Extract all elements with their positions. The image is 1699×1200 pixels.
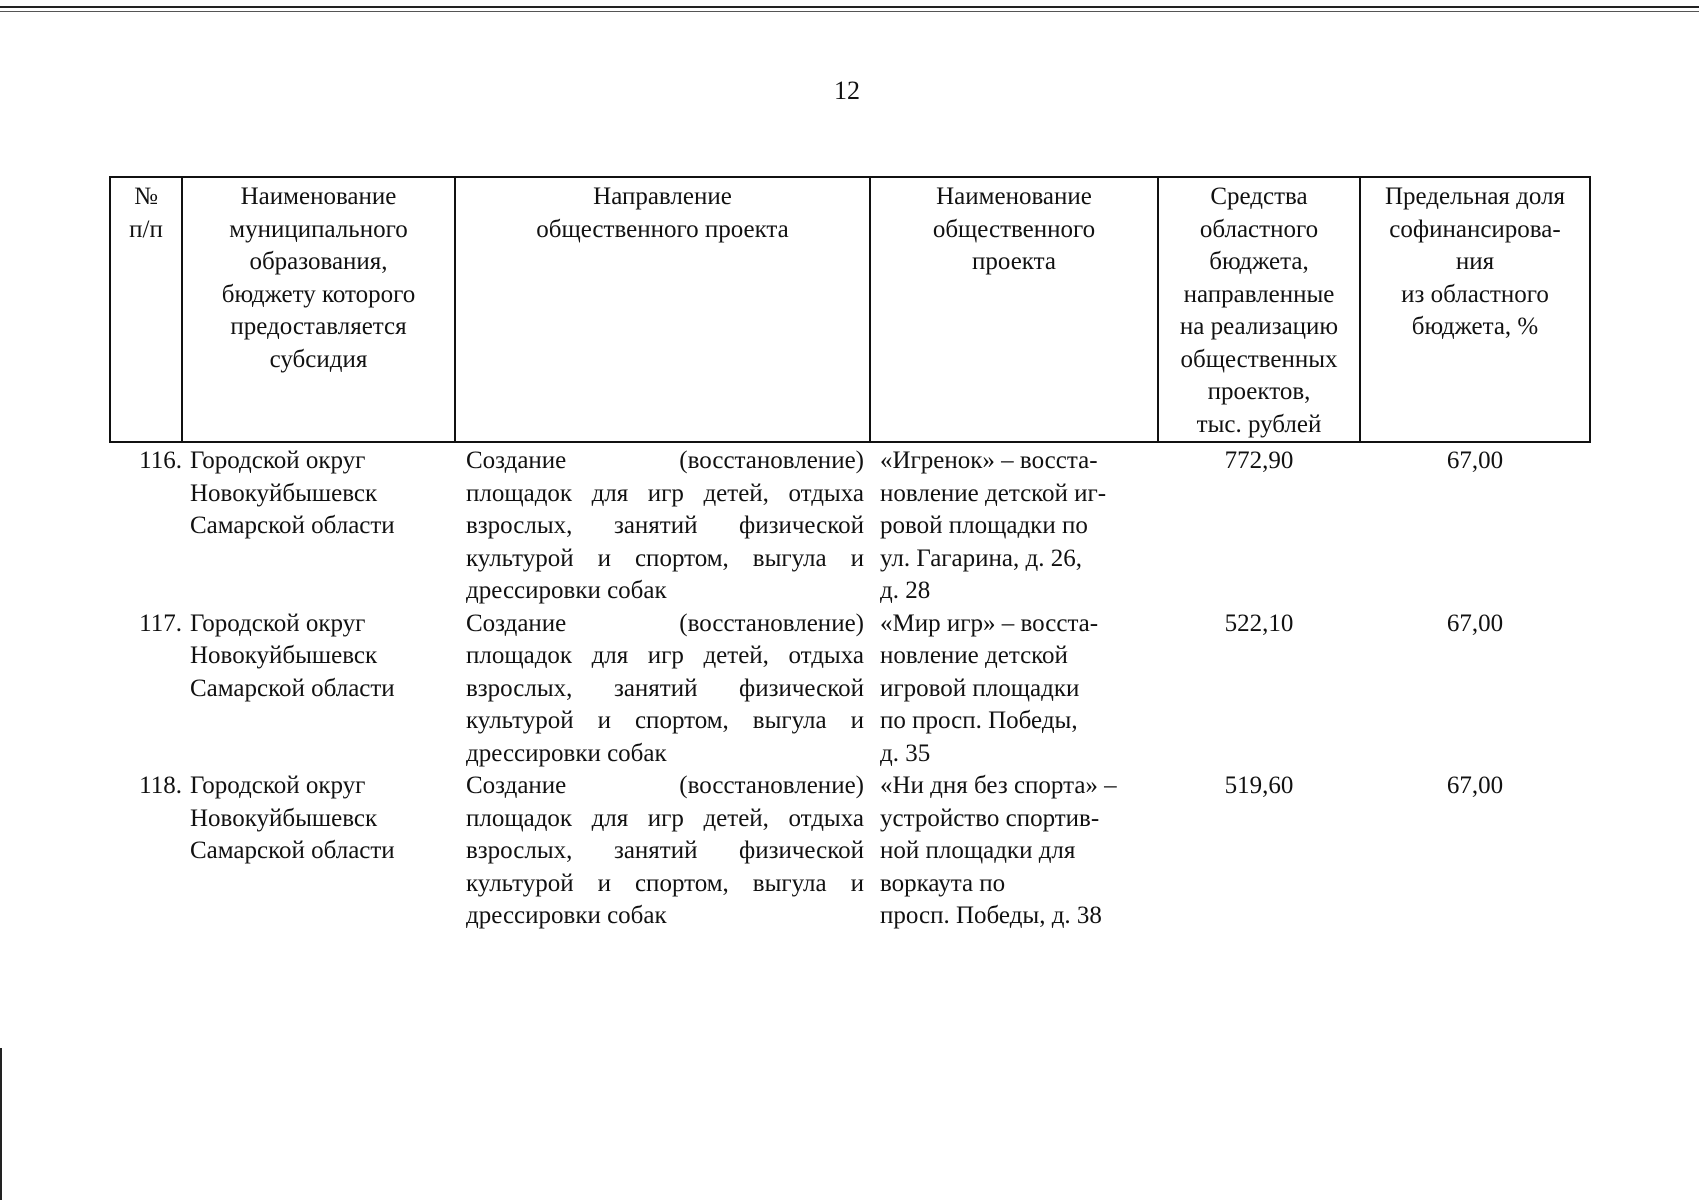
left-edge-line [0, 1048, 2, 1200]
table-header-row [110, 177, 1590, 442]
table-row [110, 442, 1590, 608]
header-municipality: Наименование муниципального образования, бюджету которого предоставляется субсидия [182, 177, 455, 442]
page-number: 12 [834, 76, 860, 105]
header-funds: Средства областного бюджета, направленные на реализацию общественных проектов, тыс. рублей [1158, 177, 1360, 442]
project-name-cell: «Ни дня без спорта» – устройство спортив- ной площадки для воркаута по просп. Победы, д. 38 [880, 772, 1117, 929]
row-number: 118. [139, 772, 182, 799]
funds-cell: 522,10 [1224, 609, 1294, 637]
direction-cell: Создание (восстановление) площадок для игр детей, отдыха взрослых, занятий физической культурой и спортом, выгула и дрессировки собак [466, 609, 864, 767]
share-cell: 67,00 [1446, 772, 1504, 799]
direction-cell: Создание (восстановление) площадок для игр детей, отдыха взрослых, занятий физической культурой и спортом, выгула и дрессировки собак [466, 772, 864, 929]
municipality-cell: Городской округ Новокуйбышевск Самарской области [190, 609, 395, 702]
header-direction: Направление общественного проекта [455, 177, 870, 442]
header-number: № п/п [110, 177, 182, 442]
funds-cell: 519,60 [1224, 772, 1294, 799]
row-number: 117. [139, 609, 182, 637]
share-cell: 67,00 [1446, 447, 1504, 474]
table-row [110, 770, 1590, 933]
direction-cell: Создание (восстановление) площадок для игр детей, отдыха взрослых, занятий физической культурой и спортом, выгула и дрессировки собак [466, 447, 864, 604]
funds-cell: 772,90 [1224, 447, 1294, 474]
project-name-cell: «Мир игр» – восста- новление детской игровой площадки по просп. Победы, д. 35 [880, 609, 1099, 767]
header-share: Предельная доля софинансирова- ния из областного бюджета, % [1360, 177, 1590, 442]
project-name-cell: «Игренок» – восста- новление детской иг- ровой площадки по ул. Гагарина, д. 26, д. 28 [880, 447, 1107, 604]
row-number: 116. [139, 447, 182, 474]
share-cell: 67,00 [1446, 609, 1504, 637]
municipality-cell: Городской округ Новокуйбышевск Самарской области [190, 447, 395, 539]
subsidy-table [109, 176, 1591, 933]
top-border-line-thin [0, 11, 1699, 12]
municipality-cell: Городской округ Новокуйбышевск Самарской области [190, 772, 395, 864]
top-border-line [0, 6, 1699, 8]
header-project-name: Наименование общественного проекта [870, 177, 1158, 442]
table-row [110, 608, 1590, 771]
